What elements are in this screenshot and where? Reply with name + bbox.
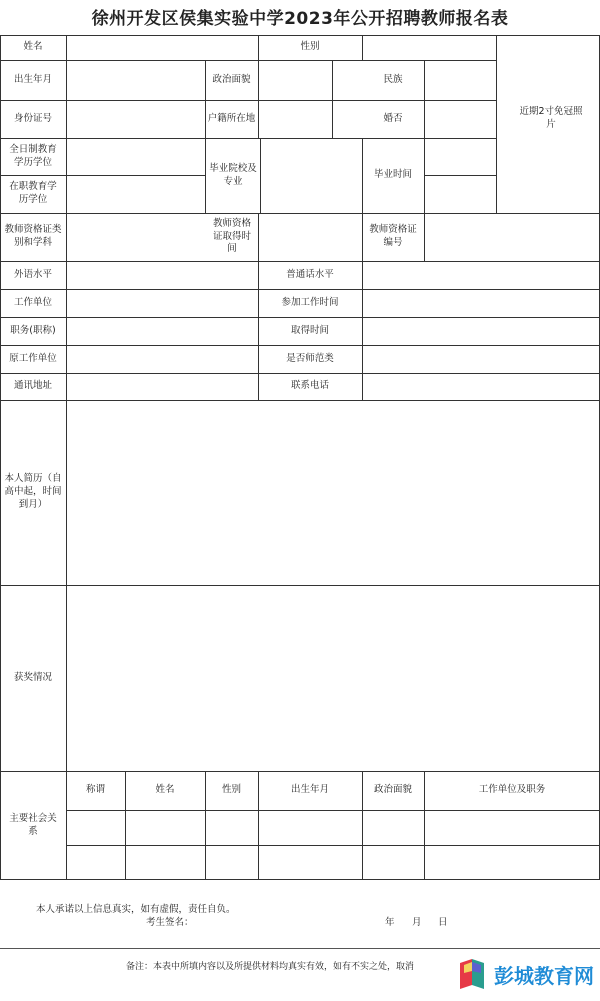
label-cert-type: 教师资格证类别和学科 xyxy=(4,224,62,248)
form-table xyxy=(0,35,600,880)
label-awards: 获奖情况 xyxy=(13,671,52,683)
label-phone: 联系电话 xyxy=(290,380,329,392)
family-header-relation: 称谓 xyxy=(85,784,105,796)
label-birth: 出生年月 xyxy=(13,73,52,85)
family-header-birth: 出生年月 xyxy=(290,784,329,796)
label-address: 通讯地址 xyxy=(13,380,52,392)
label-id-number: 身份证号 xyxy=(13,112,52,124)
label-fulltime-edu: 全日制教育学历学位 xyxy=(9,143,57,168)
label-family: 主要社会关系 xyxy=(9,812,57,837)
label-work-start: 参加工作时间 xyxy=(281,296,339,308)
label-inservice-edu: 在职教育学历学位 xyxy=(9,181,57,205)
label-is-normal: 是否师范类 xyxy=(286,352,334,364)
label-hukou: 户籍所在地 xyxy=(207,112,256,124)
label-politics: 政治面貌 xyxy=(212,73,251,85)
date-day: 日 xyxy=(438,917,448,928)
label-foreign-lang: 外语水平 xyxy=(13,268,52,280)
watermark-brand: 彭城教育网 xyxy=(494,963,594,988)
label-marital: 婚否 xyxy=(383,112,403,124)
form-title: 徐州开发区侯集实验中学2023年公开招聘教师报名表 xyxy=(91,9,509,29)
family-header-name: 姓名 xyxy=(155,784,175,796)
label-work-unit: 工作单位 xyxy=(13,296,52,308)
family-header-politics: 政治面貌 xyxy=(373,784,412,796)
book-logo-icon xyxy=(456,957,490,991)
family-header-workunit: 工作单位及职务 xyxy=(478,784,546,796)
note-text: 备注：本表中所填内容以及所提供材料均真实有效，如有不实之处，取消 xyxy=(126,962,415,972)
label-cert-number: 教师资格证编号 xyxy=(369,224,417,248)
label-photo: 近期2寸免冠照片 xyxy=(519,106,583,130)
label-cert-time: 教师资格证取得时间 xyxy=(212,217,251,255)
label-gender: 性别 xyxy=(300,41,320,53)
date-month: 月 xyxy=(412,917,422,928)
signature-label: 考生签名： xyxy=(146,917,194,928)
pledge-text: 本人承诺以上信息真实，如有虚假，责任自负。 xyxy=(36,904,236,915)
label-graduate-time: 毕业时间 xyxy=(373,169,412,181)
date-year: 年 xyxy=(385,917,395,928)
label-obtain-time: 取得时间 xyxy=(290,324,329,336)
label-ethnicity: 民族 xyxy=(383,73,403,85)
label-former-unit: 原工作单位 xyxy=(9,352,57,364)
label-graduate-school: 毕业院校及专业 xyxy=(209,162,257,187)
label-mandarin: 普通话水平 xyxy=(286,268,334,280)
family-header-gender: 性别 xyxy=(221,784,241,796)
label-name: 姓名 xyxy=(23,41,43,53)
label-title-rank: 职务(职称) xyxy=(10,324,56,336)
watermark-logo xyxy=(456,957,594,991)
label-resume: 本人简历（自高中起，时间到月） xyxy=(4,473,62,510)
